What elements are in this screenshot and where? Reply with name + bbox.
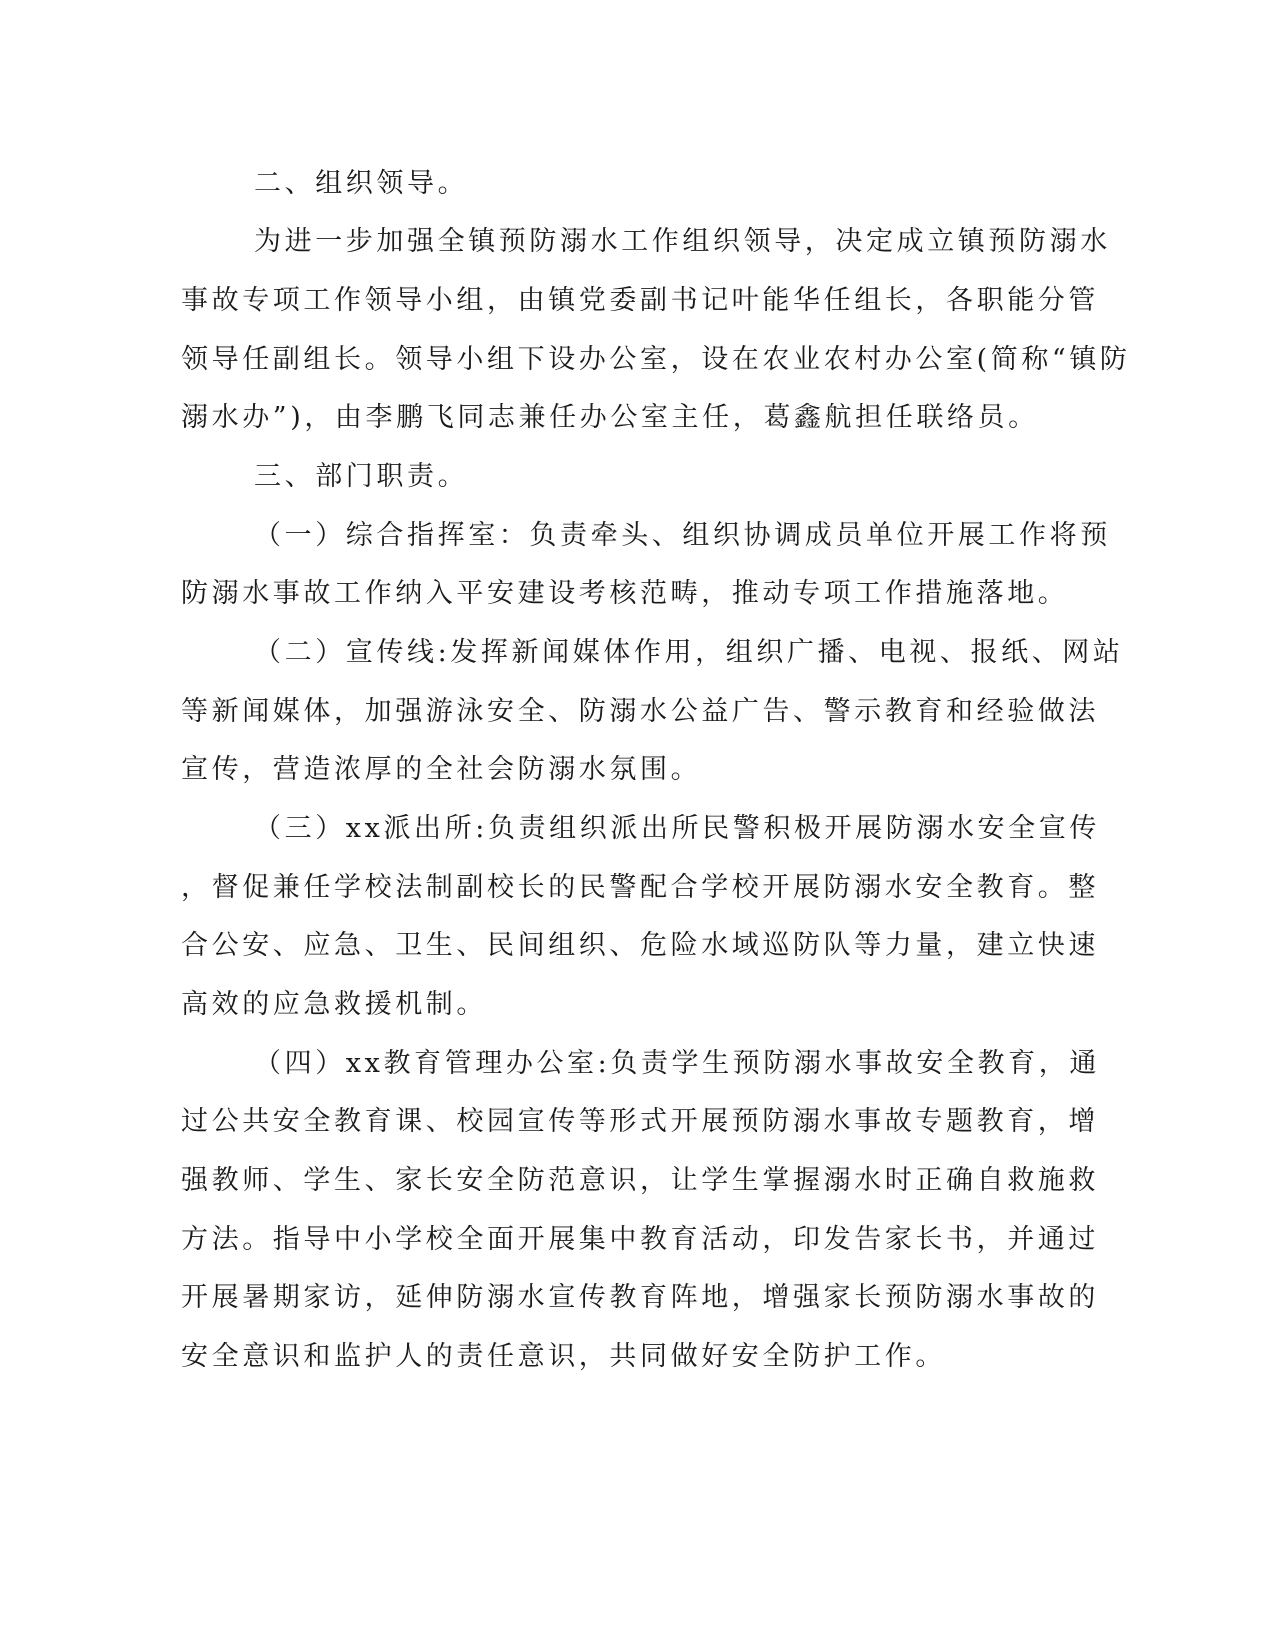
section-heading-organization: 二、组织领导。 bbox=[254, 168, 469, 199]
paragraph-line: （四）xx教育管理办公室:负责学生预防溺水事故安全教育，通 bbox=[254, 1048, 1100, 1079]
paragraph-line: 溺水办”)，由李鹏飞同志兼任办公室主任，葛鑫航担任联络员。 bbox=[181, 402, 1039, 433]
paragraph-line: （三）xx派出所:负责组织派出所民警积极开展防溺水安全宣传 bbox=[254, 813, 1100, 844]
paragraph-line: 强教师、学生、家长安全防范意识，让学生掌握溺水时正确自救施救 bbox=[181, 1165, 1099, 1196]
paragraph-line: 为进一步加强全镇预防溺水工作组织领导，决定成立镇预防溺水 bbox=[254, 226, 1111, 257]
paragraph-line: 事故专项工作领导小组，由镇党委副书记叶能华任组长，各职能分管 bbox=[181, 285, 1099, 316]
paragraph-line: 过公共安全教育课、校园宣传等形式开展预防溺水事故专题教育，增 bbox=[181, 1106, 1099, 1137]
paragraph-line: 等新闻媒体，加强游泳安全、防溺水公益广告、警示教育和经验做法 bbox=[181, 696, 1099, 727]
paragraph-line: 防溺水事故工作纳入平安建设考核范畴，推动专项工作措施落地。 bbox=[181, 578, 1069, 609]
paragraph-line: （一）综合指挥室：负责牵头、组织协调成员单位开展工作将预 bbox=[254, 520, 1111, 551]
paragraph-line: 高效的应急救援机制。 bbox=[181, 989, 487, 1020]
paragraph-line: ，督促兼任学校法制副校长的民警配合学校开展防溺水安全教育。整 bbox=[181, 872, 1099, 903]
paragraph-line: 领导任副组长。领导小组下设办公室，设在农业农村办公室(简称“镇防 bbox=[181, 344, 1131, 375]
paragraph-line: 安全意识和监护人的责任意识，共同做好安全防护工作。 bbox=[181, 1341, 946, 1372]
section-heading-duties: 三、部门职责。 bbox=[254, 461, 469, 492]
paragraph-line: 开展暑期家访，延伸防溺水宣传教育阵地，增强家长预防溺水事故的 bbox=[181, 1282, 1099, 1313]
paragraph-line: 方法。指导中小学校全面开展集中教育活动，印发告家长书，并通过 bbox=[181, 1224, 1099, 1255]
paragraph-line: 合公安、应急、卫生、民间组织、危险水域巡防队等力量，建立快速 bbox=[181, 930, 1099, 961]
paragraph-line: 宣传，营造浓厚的全社会防溺水氛围。 bbox=[181, 754, 702, 785]
paragraph-line: （二）宣传线:发挥新闻媒体作用，组织广播、电视、报纸、网站 bbox=[254, 637, 1124, 668]
